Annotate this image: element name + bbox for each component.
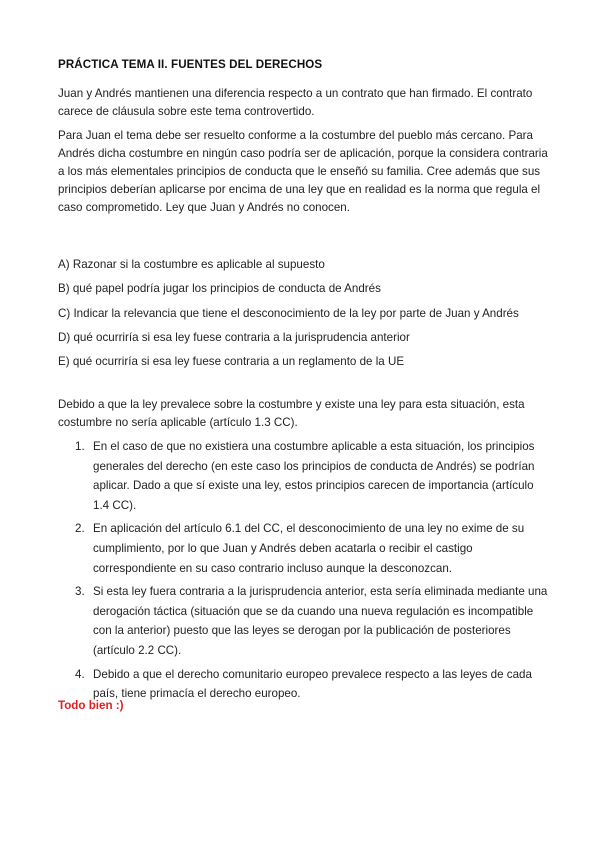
answer-text: En aplicación del artículo 6.1 del CC, el desconocimiento de una ley no exime de su cumplimiento, por lo que Juan y Andrés deben acatarla o recibir el castigo correspondiente en su caso contrario incluso aunque la desconozcan. <box>93 522 525 575</box>
answer-text: Debido a que el derecho comunitario europeo prevalece respecto a las leyes de cada país, tiene primacía el derecho europeo. <box>93 667 532 701</box>
statement-paragraph-2: Para Juan el tema debe ser resuelto conforme a la costumbre del pueblo más cercano. Para Andrés dicha costumbre en ningún caso podría ser de aplicación, porque la considera contraria a los más elementales principios de conducta que le enseñó su familia. Cree además que sus principios deberían aplicarse por encima de una ley que en realidad es la norma que regula el caso comprometido. Ley que Juan y Andrés no conocen. <box>58 129 548 214</box>
document-title: PRÁCTICA TEMA II. FUENTES DEL DERECHOS <box>58 58 323 71</box>
answer-list <box>58 437 548 708</box>
answer-number: 1. <box>75 440 85 453</box>
answer-intro: Debido a que la ley prevalece sobre la costumbre y existe una ley para esta situación, esta costumbre no sería aplicable (artículo 1.3 CC). <box>58 398 525 429</box>
question-e: E) qué ocurriría si esa ley fuese contraria a un reglamento de la UE <box>58 355 405 368</box>
answer-item-1 <box>58 437 548 515</box>
answer-number: 3. <box>75 585 85 599</box>
answer-text: Si esta ley fuera contraria a la jurisprudencia anterior, esta sería eliminada mediante una derogación táctica (situación que se da cuando una nueva regulación es incompatible con la anterior) puesto que las leyes se derogan por la publicación de posteriores (artículo 2.2 CC). <box>93 585 548 657</box>
answer-item-3 <box>58 582 548 660</box>
answer-item-4 <box>58 665 548 704</box>
question-b: B) qué papel podría jugar los principios de conducta de Andrés <box>58 282 381 295</box>
statement-paragraph-1: Juan y Andrés mantienen una diferencia respecto a un contrato que han firmado. El contrato carece de cláusula sobre este tema controvertido. <box>58 87 533 118</box>
answer-text: En el caso de que no existiera una costumbre aplicable a esta situación, los principios generales del derecho (en este caso los principios de conducta de Andrés) se podrían aplicar. Dado a que sí existe una ley, estos principios carecen de importancia (artículo 1.4 CC). <box>93 440 535 512</box>
answer-item-2 <box>58 519 548 578</box>
question-c: C) Indicar la relevancia que tiene el desconocimiento de la ley por parte de Juan y Andrés <box>58 307 519 320</box>
answer-number: 4. <box>75 667 85 681</box>
question-a: A) Razonar si la costumbre es aplicable al supuesto <box>58 258 325 271</box>
question-d: D) qué ocurriría si esa ley fuese contraria a la jurisprudencia anterior <box>58 331 410 344</box>
answer-number: 2. <box>75 522 85 536</box>
grading-comment: Todo bien :) <box>58 699 124 712</box>
